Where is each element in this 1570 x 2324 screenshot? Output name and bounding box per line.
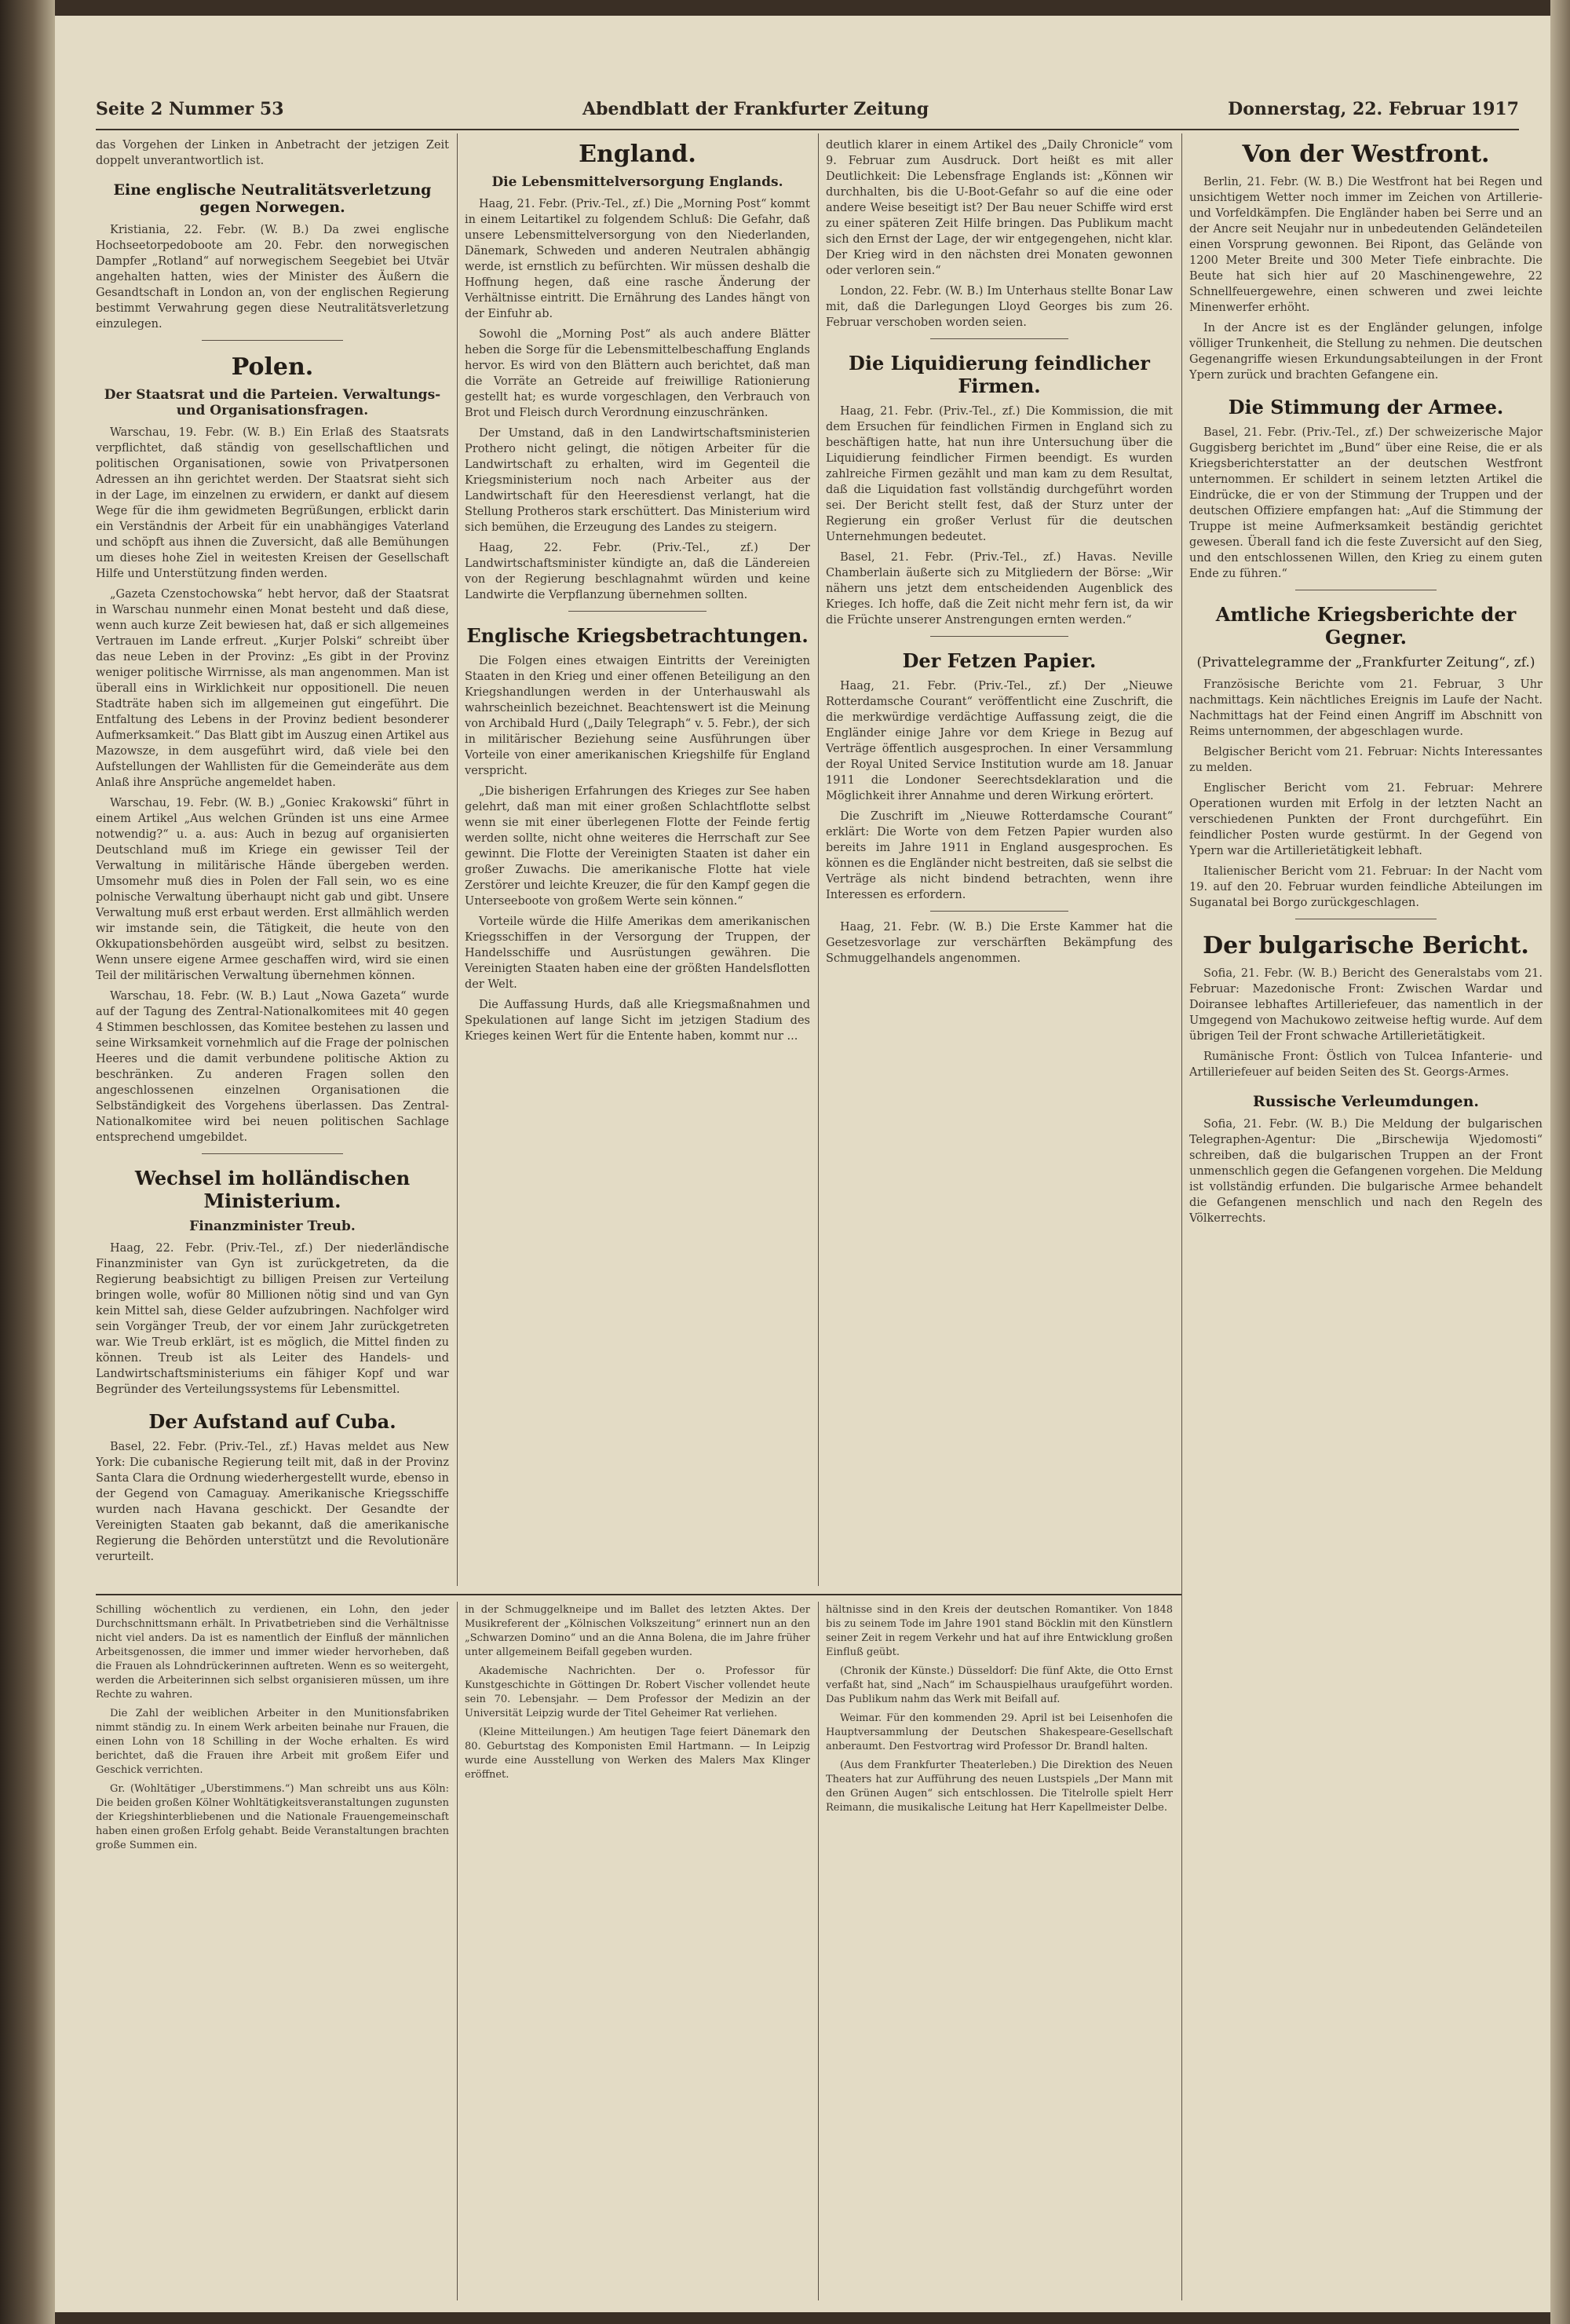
headline-amtliche-berichte: Amtliche Kriegsberichte der Gegner. [1215, 603, 1517, 649]
feuilleton-text: in der Schmuggelkneipe und im Ballet des letzten Aktes. Der Musikreferent der „Kölnischen Volkszeitung“ erinnert nun an den „Schwarzen Domino“ und an die Anna Bolena, die im Jahre früher unter allgemeinem Beifall gegeben wurden. [465, 1604, 810, 1658]
article-lead: das Vorgehen der Linken in Anbetracht der jetzigen Zeit doppelt unverantwortlich ist. [96, 139, 449, 167]
subheadline-holland: Finanzminister Treub. [189, 1219, 356, 1234]
article-body: Warschau, 18. Febr. (W. B.) Laut „Nowa Gazeta“ wurde auf der Tagung des Zentral-Nationalkomitees mit 40 gegen 4 Stimmen beschlossen, das Komitee bestehen zu lassen und seine Wirksamkeit vornehmlich auf die Frage der polnischen Heeres und die damit verbundene politische Aktion zu beschränken. Zu anderen Fragen sollen den angeschlossenen einzelnen Organisationen die Selbständigkeit des Vorgehens überlassen. Das Zentral-Nationalkomitee wird bei neuen politischen Sachlage entsprechend umgebildet. [96, 990, 449, 1144]
subheadline-england: Die Lebensmittelversorgung Englands. [491, 174, 783, 190]
newspaper-page [55, 16, 1550, 2312]
article-body: Warschau, 19. Febr. (W. B.) „Goniec Krakowski“ führt in einem Artikel „Aus welchen Gründen ist uns eine Armee notwendig?“ u. a. aus: Auch in bezug auf organisierten Deutschland muß im Kriege ein gewisser Teil der Verwaltung in militärische Hände übergeben werden. Umsomehr muß dies in Polen der Fall sein, wo es eine polnische Verwaltung überhaupt nicht gab und gibt. Unsere Verwaltung muß erst erbaut werden. Erst allmählich werden wir imstande sein, die Tätigkeit, die heute von den Okkupationsbehörden ausgeübt wird, selbst zu besitzen. Wenn unsere eigene Armee geschaffen wird, wird sie einen Teil der militärischen Verwaltung übernehmen können. [96, 797, 449, 982]
feuilleton-text: hältnisse sind in den Kreis der deutschen Romantiker. Von 1848 bis zu seinem Tode im Jahre 1901 stand Böcklin mit den Künstlern seiner Zeit in regem Verkehr und hat auf ihre Entwicklung großen Einfluß geübt. [826, 1604, 1173, 1658]
article-body: Sofia, 21. Febr. (W. B.) Die Meldung der bulgarischen Telegraphen-Agentur: Die „Birschewija Wjedomosti“ schreiben, daß die bulgarischen Truppen an der Front unmenschlich gegen die Gefangenen vorgehen. Die Meldung ist vollständig erfunden. Die bulgarische Armee behandelt die Gefangenen menschlich und nach den Regeln des Völkerrechts. [1189, 1118, 1543, 1225]
headline-kriegsbetrachtungen: Englische Kriegsbetrachtungen. [466, 624, 809, 647]
column-rule [818, 1602, 819, 2300]
article-body: Sofia, 21. Febr. (W. B.) Bericht des Generalstabs vom 21. Februar: Mazedonische Front: Zwischen Wardar und Doiransee lebhaftes Artilleriefeuer, das namentlich in der Umgegend von Machukowo zeitweise heftig wurde. Auf dem übrigen Teil der Front schwache Artillerietätigkeit. [1189, 967, 1543, 1043]
column-rule [457, 1602, 458, 2300]
article-body: Berlin, 21. Febr. (W. B.) Die Westfront hat bei Regen und unsichtigem Wetter noch immer im Zeichen von Artillerie- und Vorfeldkämpfen. Die Engländer haben bei Serre und an der Ancre seit Neujahr nur in unbedeutenden Geländeteilen einen Vorsprung gewonnen. Bei Ripont, das Gelände von 1200 Meter Breite und 300 Meter Tiefe einbrachte. Die Beute hat sich hier auf 20 Maschinengewehre, 22 Schnellfeuergewehre, einen schweren und zwei leichte Minenwerfer erhöht. [1189, 176, 1543, 314]
article-body: „Gazeta Czenstochowska“ hebt hervor, daß der Staatsrat in Warschau nunmehr einen Monat besteht und daß diese, wenn auch kurze Zeit bewiesen hat, daß er sich allgemeines Vertrauen im Lande erfreut. „Kurjer Polski“ schreibt über das neue Leben in der Provinz: „Es gibt in der Provinz weniger politische Wirrnisse, als man angenommen. Man ist überall eins in Wirklichkeit nur oppositionell. Die neuen Stadträte haben sich im allgemeinen gut eingeführt. Die Entfaltung des Lebens in der Provinz bedient besonderer Aufmerksamkeit.“ Das Blatt gibt im Auszug einen Artikel aus Mazowsze, in dem ausgeführt wird, daß viele bei den Aufstellungen der Wahllisten für die Gemeinderäte aus dem Anlaß ihre Ansprüche angemeldet haben. [96, 588, 449, 789]
subheadline-amtliche: (Privattelegramme der „Frankfurter Zeitung“, zf.) [1196, 655, 1535, 671]
article-body: Die Folgen eines etwaigen Eintritts der Vereinigten Staaten in den Krieg und einer offenen Beteiligung an den Kriegshandlungen werden in der Unterhauswahl als wahrscheinlich bezeichnet. Beachtenswert ist die Meinung von Archibald Hurd („Daily Telegraph“ v. 5. Febr.), der sich in militärischer Beziehung seine Ausführungen über Vorteile von einer amerikanischen Kriegshilfe für England verspricht. [465, 655, 810, 777]
page-number: Seite 2 Nummer 53 [96, 99, 284, 119]
article-body: Haag, 22. Febr. (Priv.-Tel., zf.) Der Landwirtschaftsminister kündigte an, daß die Ländereien von der Regierung beschlagnahmt würden und keine Landwirte die Verpflanzung übernehmen sollten. [465, 542, 810, 601]
newspaper-title: Abendblatt der Frankfurter Zeitung [582, 99, 929, 119]
article-body: Haag, 21. Febr. (W. B.) Die Erste Kammer hat die Gesetzesvorlage zur verschärften Bekämpfung des Schmuggelhandels angenommen. [826, 921, 1173, 965]
article-body: Sowohl die „Morning Post“ als auch andere Blätter heben die Sorge für die Lebensmittelbeschaffung Englands hervor. Es wird von den Blättern auch berichtet, daß man die Vorräte an Getreide auf freiwillige Rationierung gestellt hat; es wurde vorgeschlagen, den Verbrauch von Brot und Fleisch durch Verordnung einzuschränken. [465, 328, 810, 419]
article-body: London, 22. Febr. (W. B.) Im Unterhaus stellte Bonar Law mit, daß die Darlegungen Lloyd Georges bis zum 26. Februar verschoben worden seien. [826, 285, 1173, 329]
issue-date: Donnerstag, 22. Februar 1917 [1228, 99, 1519, 119]
feuilleton-text: (Aus dem Frankfurter Theaterleben.) Die Direktion des Neuen Theaters hat zur Aufführung des neuen Lustspiels „Der Mann mit den Grünen Augen“ sich entschlossen. Die Titelrolle spielt Herr Reimann, die musikalische Leitung hat Herr Kapellmeister Delbe. [826, 1759, 1173, 1814]
headline-liquidierung: Die Liquidierung feindlicher Firmen. [849, 352, 1150, 397]
column-rule [457, 133, 458, 1586]
article-body: Die Auffassung Hurds, daß alle Kriegsmaßnahmen und Spekulationen auf lange Sicht im jetzigen Stadium des Krieges keinen Wert für die Entente haben, kommt nur ... [465, 999, 810, 1043]
article-body: Basel, 21. Febr. (Priv.-Tel., zf.) Der schweizerische Major Guggisberg berichtet im „Bund“ über eine Reise, die er als Kriegsberichterstatter an der deutschen Westfront unternommen. Er schildert in seinem letzten Artikel die Eindrücke, die er von der Stimmung der Truppen und der deutschen Offiziere empfangen hat: „Auf die Stimmung der Truppe ist meine Aufmerksamkeit beständig gerichtet gewesen. Überall fand ich die feste Zuversicht auf den Sieg, und den entschlossenen Willen, den Krieg zu einem guten Ende zu führen.“ [1189, 426, 1543, 580]
feuilleton-text: Die Zahl der weiblichen Arbeiter in den Munitionsfabriken nimmt ständig zu. In einem Werk arbeiten beinahe nur Frauen, die einen Lohn von 18 Schilling in der Woche erhalten. Es wird berichtet, daß die Frauen ihre Arbeit mit großem Eifer und Geschick verrichten. [96, 1708, 449, 1776]
feuilleton-text: Schilling wöchentlich zu verdienen, ein Lohn, den jeder Durchschnittsmann erhält. In Privatbetrieben sind die Verhältnisse nicht viel anders. Da ist es namentlich der Einfluß der männlichen Arbeitsgenossen, die immer und immer wieder hervorheben, daß die Frauen als Lohndrückerinnen auftreten. Wenn es so weitergeht, werden die Arbeiterinnen sich selbst organisieren müssen, um ihre Rechte zu wahren. [96, 1604, 449, 1701]
article-body: Haag, 21. Febr. (Priv.-Tel., zf.) Die Kommission, die mit dem Ersuchen für feindlichen Firmen in England sich zu beschäftigen hatte, hat nun ihre Untersuchung über die Liquidierung feindlicher Firmen beendigt. Es wurden zahlreiche Firmen gezählt und man kam zu dem Resultat, daß die Liquidation fast vollständig durchgeführt worden sei. Der Bericht stellt fest, daß der Sturz unter der Regierung ein großer Verlust für die deutschen Unternehmungen bedeutet. [826, 405, 1173, 543]
book-spine [0, 0, 55, 2324]
subheadline-polen: Der Staatsrat und die Parteien. Verwaltungs- und Organisationsfragen. [104, 387, 441, 418]
headline-england: England. [579, 141, 696, 168]
headline-bulgarischer-bericht: Der bulgarische Bericht. [1203, 932, 1529, 959]
article-body: Vorteile würde die Hilfe Amerikas dem amerikanischen Kriegsschiffen in der Versorgung der Truppen, der Handelsschiffe und Ausrüstungen gewähren. Die Vereinigten Staaten haben eine der größten Handelsflotten der Welt. [465, 915, 810, 991]
feuilleton-column-3 [826, 1603, 1173, 2302]
feuilleton-text: Akademische Nachrichten. Der o. Professor für Kunstgeschichte in Göttingen Dr. Robert Vischer vollendet heute sein 70. Lebensjahr. — Dem Professor der Medizin an der Universität Leipzig wurde der Titel Geheimer Rat verliehen. [465, 1665, 810, 1719]
feuilleton-text: Gr. (Wohltätiger „Uberstimmens.“) Man schreibt uns aus Köln: Die beiden großen Kölner Wohltätigkeitsveranstaltungen zugunsten der Kriegshinterbliebenen und die Nationale Frauengemeinschaft haben einen großen Erfolg gehabt. Beide Veranstaltungen brachten große Summen ein. [96, 1783, 449, 1851]
article-body: Basel, 21. Febr. (Priv.-Tel., zf.) Havas. Neville Chamberlain äußerte sich zu Mitgliedern der Börse: „Wir nähern uns jetzt dem entscheidenden Augenblick des Krieges. Ich hoffe, daß die Zeit nicht mehr fern ist, da wir die Früchte unserer Anstrengungen ernten werden.“ [826, 551, 1173, 627]
article-body: deutlich klarer in einem Artikel des „Daily Chronicle“ vom 9. Februar zum Ausdruck. Dort heißt es mit aller Deutlichkeit: Die Lebensfrage Englands ist: „Können wir durchhalten, bis die U-Boot-Gefahr so auf die eine oder andere Weise beseitigt ist? Der Bau neuer Schiffe wird erst zu einer späteren Zeit Hilfe bringen. Das Publikum macht sich den Ernst der Lage, der wir entgegengehen, nicht klar. Der Krieg wird in den nächsten drei Monaten gewonnen oder verloren sein.“ [826, 139, 1173, 277]
column-rule [1181, 133, 1182, 2300]
article-body: Belgischer Bericht vom 21. Februar: Nichts Interessantes zu melden. [1189, 746, 1543, 774]
headline-neutrality: Eine englische Neutralitätsverletzung gegen Norwegen. [113, 181, 432, 216]
column-2 [465, 137, 810, 1590]
column-3 [826, 137, 1173, 1590]
page-edge [1550, 0, 1570, 2324]
headline-cuba: Der Aufstand auf Cuba. [148, 1410, 396, 1433]
headline-fetzen-papier: Der Fetzen Papier. [902, 649, 1097, 672]
headline-polen: Polen. [231, 353, 314, 381]
headline-westfront: Von der Westfront. [1242, 141, 1490, 168]
article-body: Italienischer Bericht vom 21. Februar: In der Nacht vom 19. auf den 20. Februar wurden feindliche Abteilungen im Suganatal bei Borgo zurückgeschlagen. [1189, 865, 1543, 909]
column-1 [96, 137, 449, 1590]
article-body: Der Umstand, daß in den Landwirtschaftsministerien Prothero nicht gelingt, die nötigen Arbeiter für die Landwirtschaft zu erhalten, wird im Gegenteil die Kriegsministerium noch nach Arbeiter aus der Landwirtschaft für den Heeresdienst verlangt, hat die Stellung Protheros stark erschüttert. Das Ministerium wird sich bemühen, die Erzeugung des Landes zu steigern. [465, 427, 810, 534]
article-body: Haag, 21. Febr. (Priv.-Tel., zf.) Die „Morning Post“ kommt in einem Leitartikel zu folgendem Schluß: Die Gefahr, daß unsere Lebensmittelversorgung von den Niederlanden, Dänemark, Schweden und anderen Neutralen abhängig werde, ist ernstlich zu befürchten. Wir müssen deshalb die Hoffnung hegen, daß eine rasche Änderung der Verhältnisse eintritt. Die Ernährung des Landes hängt von der Einfuhr ab. [465, 198, 810, 320]
column-4 [1189, 137, 1543, 2304]
article-body: „Die bisherigen Erfahrungen des Krieges zur See haben gelehrt, daß man mit einer großen Schlachtflotte selbst wenn sie mit einer überlegenen Flotte der Feinde fertig werden sollte, nicht ohne weiteres die Herrschaft zur See gewinnt. Die Flotte der Vereinigten Staaten ist daher ein großer Zuwachs. Die amerikanische Flotte hat viele Zerstörer und leichte Kreuzer, die für den Kampf gegen die Unterseeboote von großem Werte sein können.“ [465, 785, 810, 908]
feuilleton-column-1 [96, 1603, 449, 2302]
headline-holland: Wechsel im holländischen Ministerium. [134, 1167, 411, 1212]
masthead [96, 94, 1519, 130]
feuilleton-rule [96, 1594, 1181, 1595]
article-body: Die Zuschrift im „Nieuwe Rotterdamsche Courant“ erklärt: Die Worte von dem Fetzen Papier wurden also bereits im Jahre 1911 in England ausgesprochen. Es können es die Engländer nicht bestreiten, daß sie selbst die Verträge als nicht bindend betrachten, wenn ihre Interessen es erfordern. [826, 810, 1173, 901]
article-body: In der Ancre ist es der Engländer gelungen, infolge völliger Trunkenheit, die Stellung zu nehmen. Die deutschen Gegenangriffe wiesen Erkundungsabteilungen in der Front Ypern zurück und brachten Gefangene ein. [1189, 322, 1543, 382]
headline-stimmung: Die Stimmung der Armee. [1228, 396, 1504, 418]
article-body: Rumänische Front: Östlich von Tulcea Infanterie- und Artilleriefeuer auf beiden Seiten des St. Georgs-Armes. [1189, 1051, 1543, 1079]
article-body: Basel, 22. Febr. (Priv.-Tel., zf.) Havas meldet aus New York: Die cubanische Regierung teilt mit, daß in der Provinz Santa Clara die Ordnung wiederhergestellt wurde, ebenso in der Gegend von Camaguay. Amerikanische Kriegsschiffe wurden nach Havana geschickt. Der Gesandte der Vereinigten Staaten gab bekannt, daß die amerikanische Regierung die Behörden unterstützt und die Revolutionäre verurteilt. [96, 1441, 449, 1563]
article-body: Kristiania, 22. Febr. (W. B.) Da zwei englische Hochseetorpedoboote am 20. Febr. den norwegischen Dampfer „Rotland“ auf norwegischem Seegebiet bei Utvär angehalten hatten, wies der Minister des Äußern die Gesandtschaft in London an, von der englischen Regierung bestimmt Verwahrung gegen diese Neutralitätsverletzung einzulegen. [96, 224, 449, 331]
article-body: Englischer Bericht vom 21. Februar: Mehrere Operationen wurden mit Erfolg in der letzten Nacht an verschiedenen Punkten der Front durchgeführt. Ein feindlicher Posten wurde gestürmt. In der Gegend von Ypern war die Artillerietätigkeit lebhaft. [1189, 782, 1543, 857]
article-body: Französische Berichte vom 21. Februar, 3 Uhr nachmittags. Kein nächtliches Ereignis im Laufe der Nacht. Nachmittags hat der Feind einen Angriff im Abschnitt von Reims unternommen, der abgeschlagen wurde. [1189, 678, 1543, 738]
feuilleton-column-2 [465, 1603, 810, 2302]
feuilleton-text: (Chronik der Künste.) Düsseldorf: Die fünf Akte, die Otto Ernst verfaßt hat, sind „Nach“ im Schauspielhaus uraufgeführt worden. Das Publikum nahm das Werk mit Beifall auf. [826, 1665, 1173, 1705]
article-body: Haag, 22. Febr. (Priv.-Tel., zf.) Der niederländische Finanzminister van Gyn ist zurückgetreten, da die Regierung beabsichtigt zu billigen Preisen zur Verteilung bringen wolle, wofür 80 Millionen nötig sind und van Gyn kein Mittel sah, diese Gelder aufzubringen. Nachfolger wird sein Vorgänger Treub, der vor einem Jahr zurückgetreten war. Wie Treub erklärt, ist es möglich, die Mittel finden zu können. Treub ist als Leiter des Handels- und Landwirtschaftsministeriums ein fähiger Kopf und war Begründer des Verteilungssystems für Lebensmittel. [96, 1242, 449, 1396]
feuilleton-text: (Kleine Mitteilungen.) Am heutigen Tage feiert Dänemark den 80. Geburtstag des Komponisten Emil Hartmann. — In Leipzig wurde eine Ausstellung von Werken des Malers Max Klinger eröffnet. [465, 1727, 810, 1781]
article-body: Haag, 21. Febr. (Priv.-Tel., zf.) Der „Nieuwe Rotterdamsche Courant“ veröffentlicht eine Zuschrift, die die merkwürdige verdächtige Auffassung zeigt, die die Engländer einige Jahre vor dem Kriege in Bezug auf Verträge öffentlich ausgesprochen. In einer Versammlung der Royal United Service Institution wurde am 18. Januar 1911 die Londoner Seerechtsdeklaration und die Möglichkeit ihrer Annahme und deren Wirkung erörtert. [826, 680, 1173, 802]
article-body: Warschau, 19. Febr. (W. B.) Ein Erlaß des Staatsrats verpflichtet, daß ständig von gesellschaftlichen und politischen Organisationen, sowie von Privatpersonen Adressen an ihn gerichtet werden. Der Staatsrat sieht sich in der Lage, im einzelnen zu erwidern, er dankt auf diesem Wege für die ihm gewidmeten Begrüßungen, erblickt darin ein Verständnis der Arbeit für ein unabhängiges Vaterland und schöpft aus ihnen die Zuversicht, daß alle Bemühungen um dieses hohe Ziel in weitesten Kreisen der Gesellschaft Hilfe und Unterstützung finden werden. [96, 426, 449, 580]
column-rule [818, 133, 819, 1586]
headline-russische-verleumdungen: Russische Verleumdungen. [1252, 1093, 1480, 1110]
feuilleton-text: Weimar. Für den kommenden 29. April ist bei Leisenhofen die Hauptversammlung der Deutschen Shakespeare-Gesellschaft anberaumt. Den Festvortrag wird Professor Dr. Brandl halten. [826, 1712, 1173, 1752]
